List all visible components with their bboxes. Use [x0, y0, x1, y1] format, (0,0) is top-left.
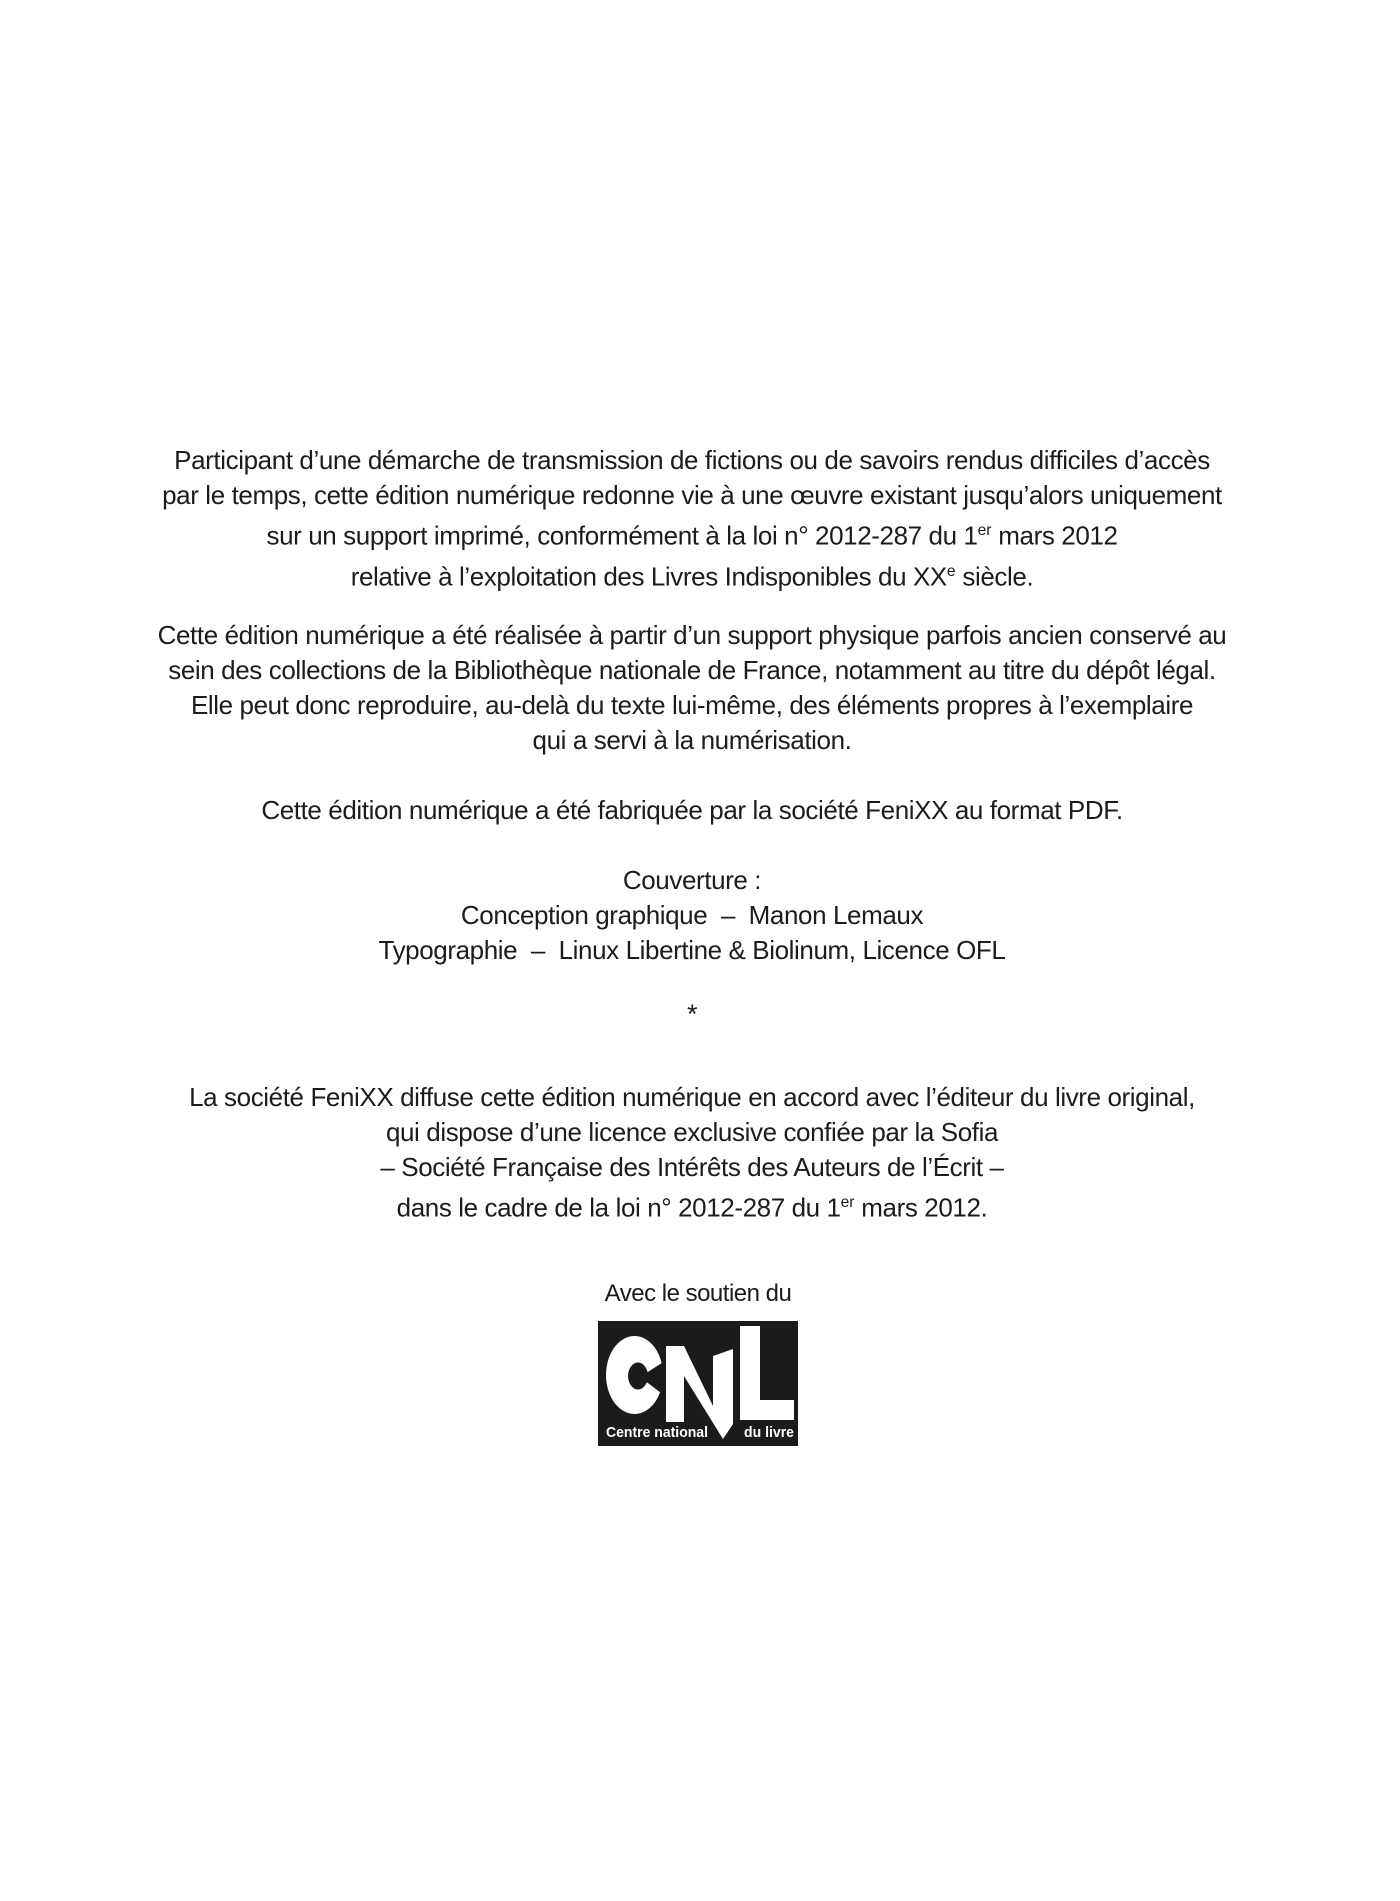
text-line: par le temps, cette édition numérique redonne vie à une œuvre existant jusqu’alors uniquement — [162, 480, 1222, 510]
cover-credits-title: Couverture : — [622, 865, 762, 895]
text-line: La société FeniXX diffuse cette édition numérique en accord avec l’éditeur du livre original, — [189, 1082, 1195, 1112]
fabrication-paragraph — [0, 793, 1384, 828]
asterisk-glyph: * — [686, 999, 698, 1029]
text-line: relative à l’exploitation des Livres Indisponibles du XXe siècle. — [350, 561, 1034, 592]
cnl-logo — [598, 1321, 798, 1446]
text-line: qui dispose d’une licence exclusive confiée par la Sofia — [385, 1117, 999, 1147]
source-copy-paragraph — [0, 618, 1384, 758]
text-line: Participant d’une démarche de transmission de fictions ou de savoirs rendus difficiles d’accès — [174, 445, 1210, 475]
text-line: sur un support imprimé, conformément à la loi n° 2012-287 du 1er mars 2012 — [266, 520, 1118, 551]
text-line: – Société Française des Intérêts des Auteurs de l’Écrit – — [380, 1152, 1004, 1182]
cover-design-credit: Conception graphique – Manon Lemaux — [460, 900, 924, 930]
diffusion-paragraph — [0, 1080, 1384, 1226]
cnl-caption-right: du livre — [744, 1424, 794, 1441]
text-line: Cette édition numérique a été fabriquée par la société FeniXX au format PDF. — [261, 795, 1123, 825]
text-line: sein des collections de la Bibliothèque nationale de France, notamment au titre du dépôt légal. — [168, 655, 1216, 685]
cover-credits-block — [0, 863, 1384, 968]
text-line: dans le cadre de la loi n° 2012-287 du 1er mars 2012. — [396, 1192, 988, 1223]
text-line: qui a servi à la numérisation. — [532, 725, 852, 755]
cnl-support-text: Avec le soutien du — [604, 1280, 792, 1307]
cnl-lockup — [598, 1281, 798, 1446]
cover-typography-credit: Typographie – Linux Libertine & Biolinum, Licence OFL — [378, 935, 1006, 965]
asterisk-separator — [0, 997, 1384, 1032]
cnl-caption-left: Centre national — [606, 1424, 708, 1441]
text-line: Elle peut donc reproduire, au-delà du texte lui-même, des éléments propres à l’exemplaire — [190, 690, 1194, 720]
legal-intro-paragraph — [0, 443, 1384, 594]
text-line: Cette édition numérique a été réalisée à partir d’un support physique parfois ancien conservé au — [157, 620, 1227, 650]
